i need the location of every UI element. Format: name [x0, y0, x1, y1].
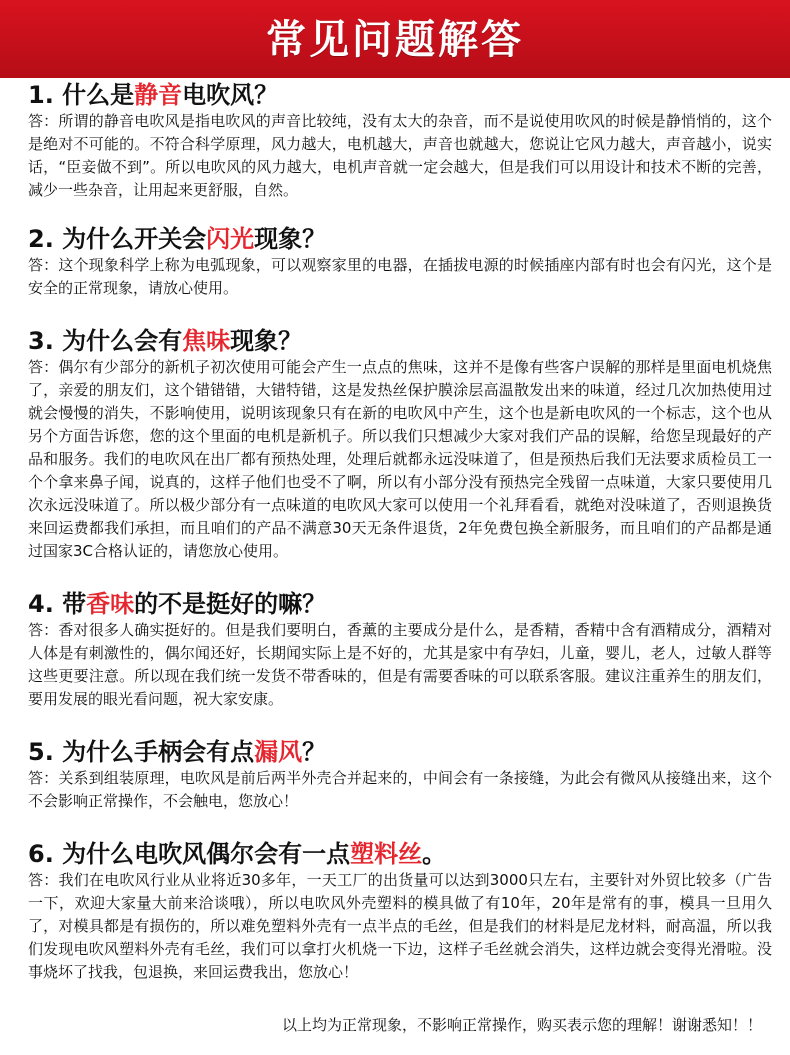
faq-item-6	[28, 839, 772, 984]
faq-question: 5. 为什么手柄会有点漏风？	[28, 738, 327, 766]
faq-list	[0, 80, 790, 1036]
faq-item-5	[28, 737, 772, 813]
question-highlight: 静音	[134, 81, 183, 109]
faq-answer: 答：所谓的静音电吹风是指电吹风的声音比较纯，没有太大的杂音，而不是说使用吹风的时候是静悄悄的，这个是绝对不可能的。不符合科学原理，风力越大，电机越大，声音也就越大，您说让它风力越大，声音越小，说实话，“臣妾做不到”。所以电吹风的风力越大，电机声音就一定会越大，但是我们可以用设计和技术不断的完善，减少一些杂音，让用起来更舒服，自然。	[28, 112, 772, 199]
question-highlight: 塑料丝	[350, 840, 423, 868]
faq-question: 2. 为什么开关会闪光现象？	[28, 225, 327, 253]
question-highlight: 漏风	[254, 738, 303, 766]
faq-item-1	[28, 80, 772, 202]
faq-question: 1. 什么是静音电吹风？	[28, 81, 279, 109]
faq-answer: 答：我们在电吹风行业从业将近30多年，一天工厂的出货量可以达到3000只左右，主要针对外贸比较多（广告一下，欢迎大家量大前来洽谈哦），所以电吹风外壳塑料的模具做了有10年，20年是常有的事，模具一旦用久了，对模具都是有损伤的，所以难免塑料外壳有一点半点的毛丝，但是我们的材料是尼龙材料，耐高温，所以我们发现电吹风塑料外壳有毛丝，我们可以拿打火机烧一下边，这样子毛丝就会消失，这样边就会变得光滑啦。没事烧坏了找我，包退换，来回运费我出，您放心！	[28, 871, 772, 981]
page-title: 常见问题解答	[266, 16, 524, 63]
faq-item-4	[28, 589, 772, 711]
faq-answer: 答：这个现象科学上称为电弧现象，可以观察家里的电器，在插拔电源的时候插座内部有时也会有闪光，这个是安全的正常现象，请放心使用。	[28, 256, 772, 297]
header-banner	[0, 0, 790, 78]
question-highlight: 闪光	[206, 225, 255, 253]
faq-item-3	[28, 326, 772, 563]
faq-item-2	[28, 224, 772, 300]
faq-answer: 答：关系到组装原理，电吹风是前后两半外壳合并起来的，中间会有一条接缝，为此会有微风从接缝出来，这个不会影响正常操作，不会触电，您放心！	[28, 769, 772, 810]
faq-answer: 答：香对很多人确实挺好的。但是我们要明白，香薰的主要成分是什么，是香精，香精中含有酒精成分，酒精对人体是有刺激性的，偶尔闻还好，长期闻实际上是不好的，尤其是家中有孕妇，儿童，婴儿，老人，过敏人群等这些更要注意。所以现在我们统一发货不带香味的，但是有需要香味的可以联系客服。建议注重养生的朋友们，要用发展的眼光看问题，祝大家安康。	[28, 621, 772, 708]
faq-question: 3. 为什么会有焦味现象？	[28, 327, 303, 355]
question-highlight: 焦味	[182, 327, 231, 355]
faq-answer: 答：偶尔有少部分的新机子初次使用可能会产生一点点的焦味，这并不是像有些客户误解的那样是里面电机烧焦了，亲爱的朋友们，这个错错错，大错特错，这是发热丝保护膜涂层高温散发出来的味道，经过几次加热使用过就会慢慢的消失，不影响使用，说明该现象只有在新的电吹风中产生，这个也是新电吹风的一个标志，这个也从另个方面告诉您，您的这个里面的电机是新机子。所以我们只想减少大家对我们产品的误解，给您呈现最好的产品和服务。我们的电吹风在出厂都有预热处理，处理后就都永远没味道了，但是预热后我们无法要求质检员工一个个拿来鼻子闻，说真的，这样子他们也受不了啊，所以有小部分没有预热完全残留一点味道，大家只要使用几次永远没味道了。所以极少部分有一点味道的电吹风大家可以使用一个礼拜看看，就绝对没味道了，否则退换货来回运费都我们承担，而且咱们的产品不满意30天无条件退货，2年免费包换全新服务，而且咱们的产品都是通过国家3C合格认证的，请您放心使用。	[28, 358, 772, 560]
faq-question: 6. 为什么电吹风偶尔会有一点塑料丝。	[28, 840, 447, 868]
footer-note: 以上均为正常现象，不影响正常操作，购买表示您的理解！谢谢悉知！！	[281, 1016, 762, 1034]
question-highlight: 香味	[86, 590, 135, 618]
faq-question: 4. 带香味的不是挺好的嘛？	[28, 590, 327, 618]
